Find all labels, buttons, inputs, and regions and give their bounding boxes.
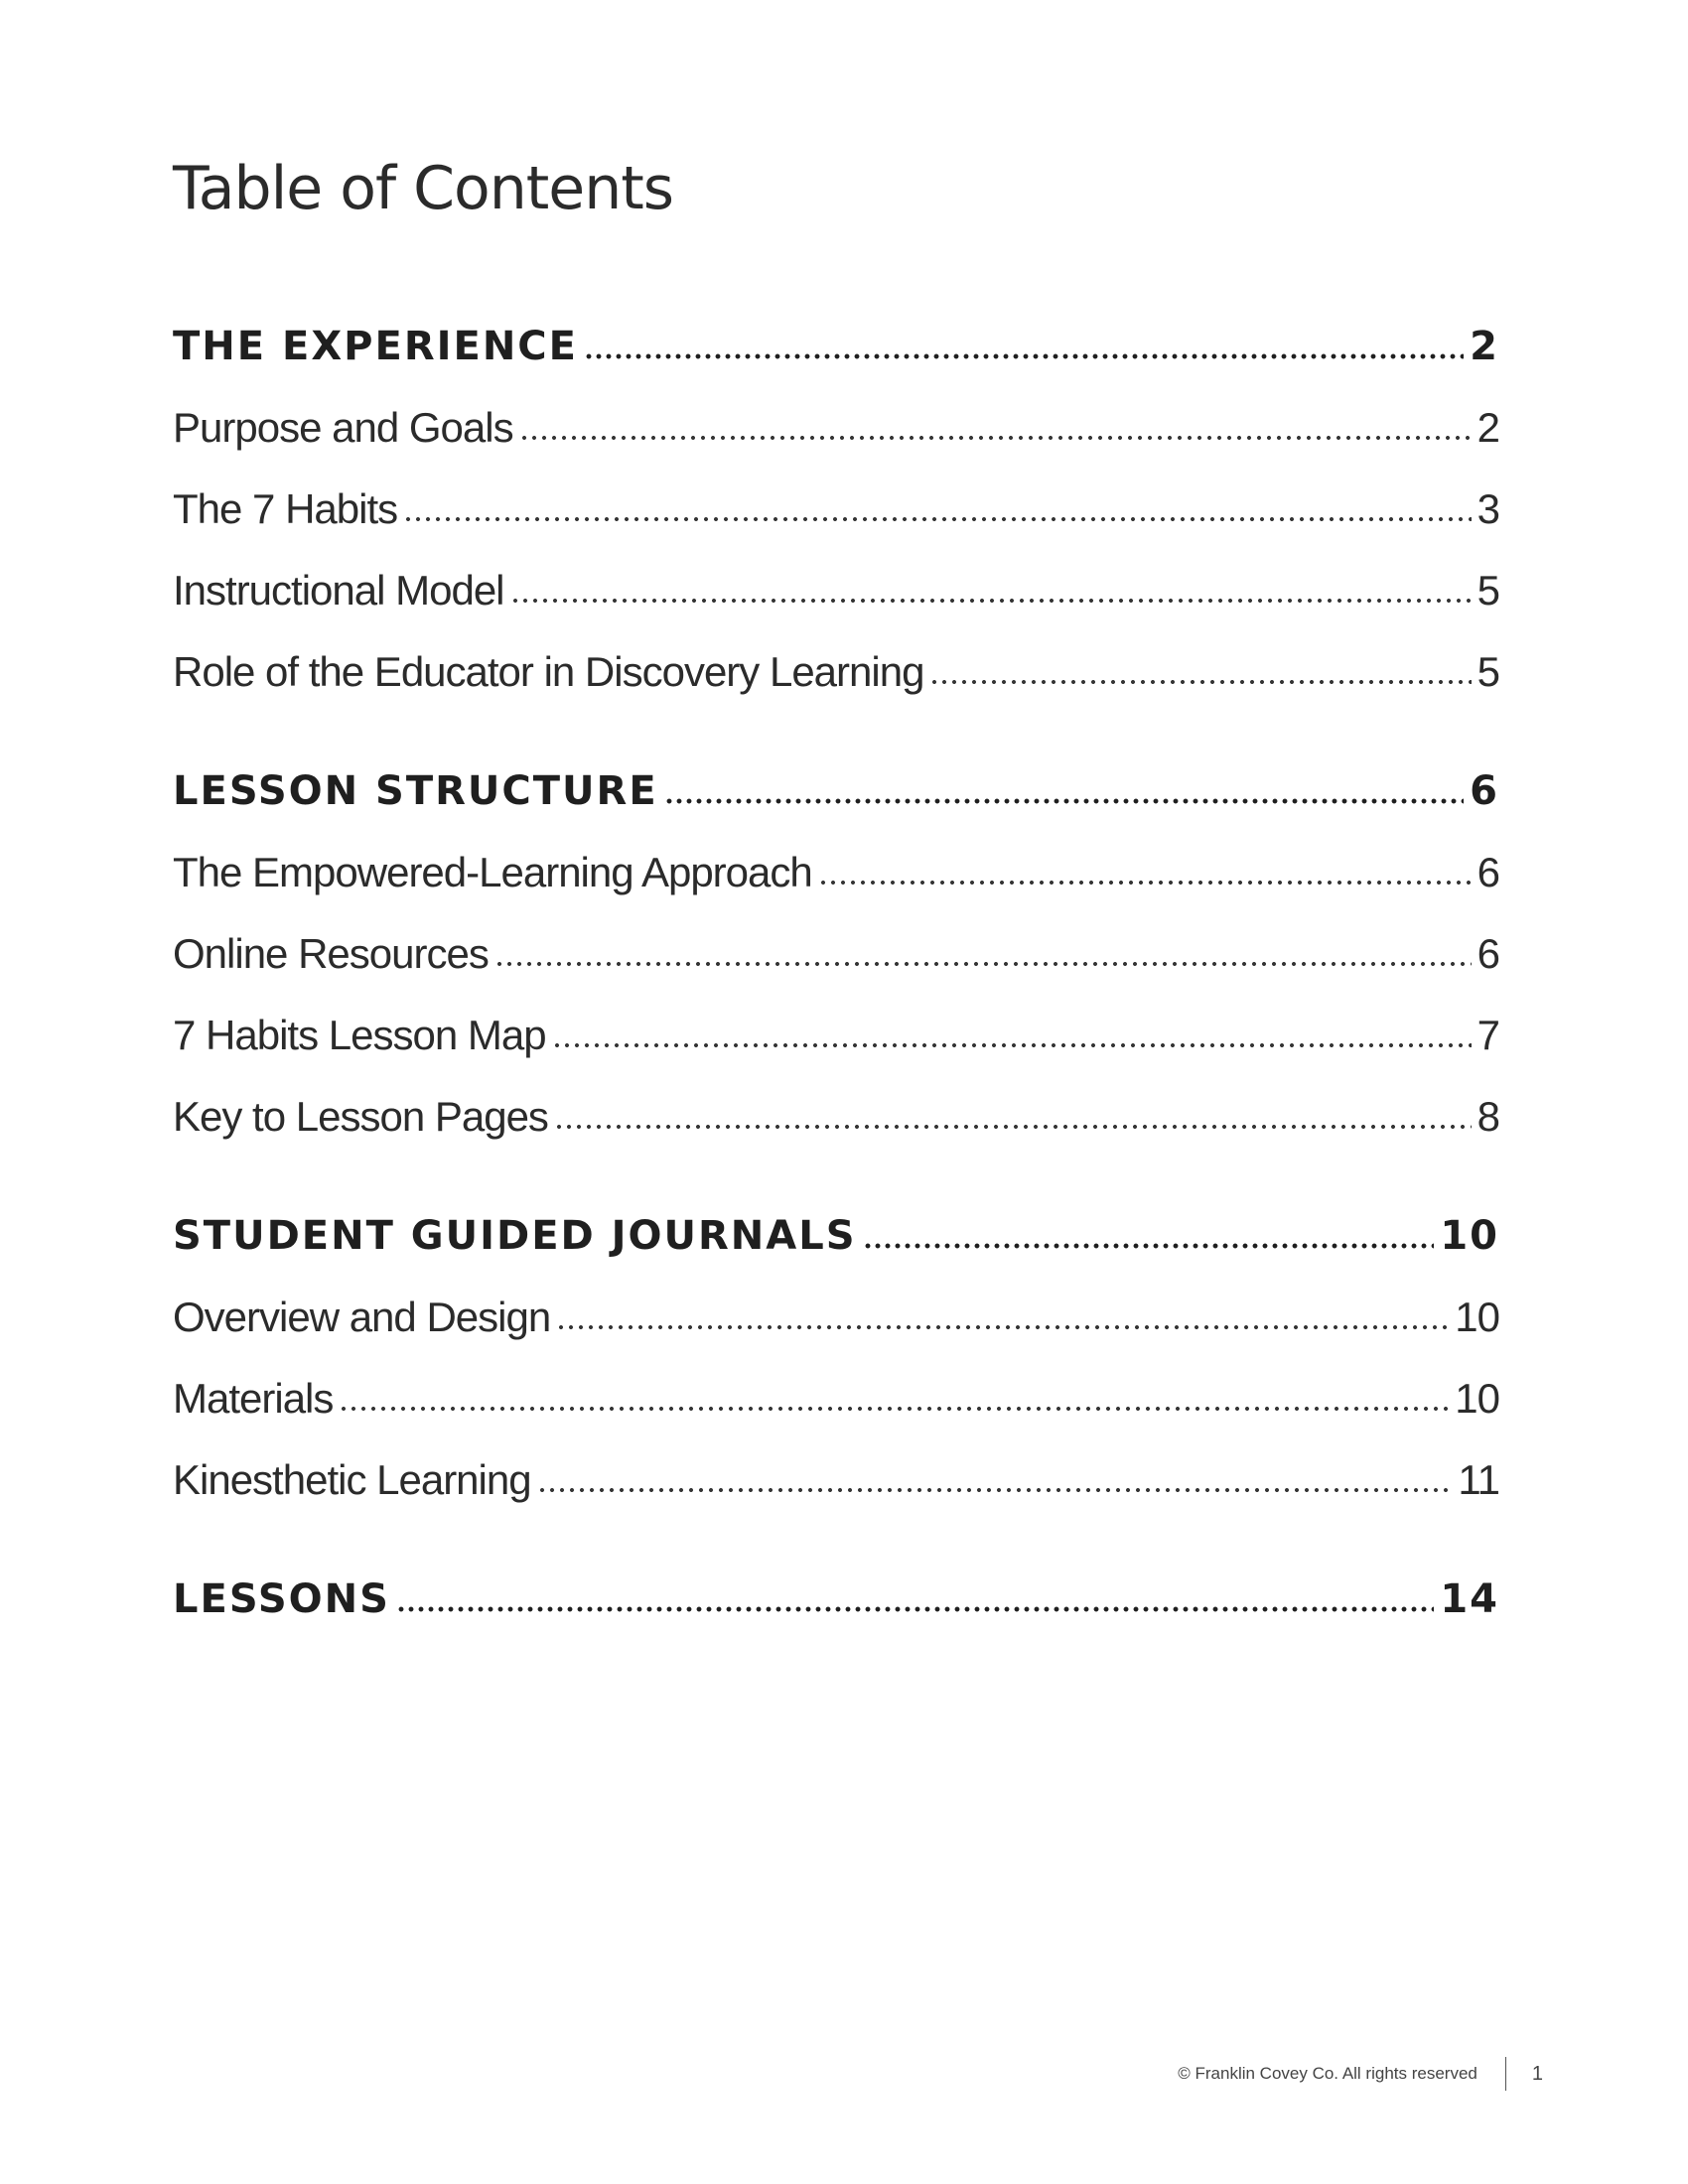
toc-entry-label: The Empowered-Learning Approach bbox=[173, 849, 812, 895]
toc-entry[interactable] bbox=[173, 832, 1499, 913]
page-number: 1 bbox=[1531, 2062, 1543, 2085]
dot-leader bbox=[519, 434, 1472, 442]
dot-leader bbox=[554, 1123, 1472, 1131]
toc-entry-label: Overview and Design bbox=[173, 1294, 551, 1340]
toc-entry[interactable] bbox=[173, 550, 1499, 631]
toc-heading[interactable] bbox=[173, 1195, 1499, 1277]
toc-entry-label: Instructional Model bbox=[173, 567, 504, 614]
toc-heading-page: 2 bbox=[1470, 324, 1499, 369]
dot-leader bbox=[556, 1323, 1449, 1331]
toc-entry-label: Key to Lesson Pages bbox=[173, 1093, 548, 1140]
toc-heading[interactable] bbox=[173, 1559, 1499, 1640]
toc-entry-page: 3 bbox=[1477, 485, 1499, 532]
toc-entry[interactable] bbox=[173, 1358, 1499, 1439]
toc-heading-page: 6 bbox=[1470, 768, 1499, 814]
dot-leader bbox=[552, 1041, 1472, 1049]
toc-entry[interactable] bbox=[173, 469, 1499, 550]
toc-section-the-experience bbox=[173, 306, 1499, 713]
dot-leader bbox=[584, 352, 1464, 360]
toc-heading[interactable] bbox=[173, 751, 1499, 832]
footer-divider bbox=[1505, 2057, 1506, 2091]
toc-entry-label: Materials bbox=[173, 1375, 334, 1422]
toc-heading-label: LESSON STRUCTURE bbox=[173, 768, 658, 814]
toc-entry[interactable] bbox=[173, 1277, 1499, 1358]
toc-entry[interactable] bbox=[173, 631, 1499, 713]
toc-entry-label: Kinesthetic Learning bbox=[173, 1456, 531, 1503]
dot-leader bbox=[494, 960, 1472, 968]
toc-heading[interactable] bbox=[173, 306, 1499, 387]
toc-heading-label: THE EXPERIENCE bbox=[173, 324, 578, 369]
toc-entry-page: 5 bbox=[1477, 567, 1499, 614]
toc-heading-page: 14 bbox=[1440, 1576, 1499, 1622]
toc-heading-page: 10 bbox=[1440, 1213, 1499, 1259]
dot-leader bbox=[339, 1405, 1449, 1413]
toc-entry[interactable] bbox=[173, 1439, 1499, 1521]
toc-entry-page: 6 bbox=[1477, 849, 1499, 895]
toc-entry-page: 11 bbox=[1458, 1456, 1499, 1503]
toc-entry[interactable] bbox=[173, 1076, 1499, 1158]
toc-section-lessons bbox=[173, 1559, 1499, 1640]
toc-entry[interactable] bbox=[173, 913, 1499, 995]
table-of-contents bbox=[173, 306, 1499, 1678]
copyright-notice: © Franklin Covey Co. All rights reserved bbox=[1178, 2064, 1477, 2083]
dot-leader bbox=[510, 597, 1472, 605]
toc-entry-page: 8 bbox=[1477, 1093, 1499, 1140]
toc-entry[interactable] bbox=[173, 387, 1499, 469]
toc-section-student-guided-journals bbox=[173, 1195, 1499, 1521]
dot-leader bbox=[664, 797, 1464, 805]
toc-section-lesson-structure bbox=[173, 751, 1499, 1158]
toc-entry-label: Purpose and Goals bbox=[173, 404, 513, 451]
toc-entry-label: 7 Habits Lesson Map bbox=[173, 1012, 546, 1058]
toc-entry-page: 7 bbox=[1477, 1012, 1499, 1058]
page-footer bbox=[1178, 2057, 1543, 2091]
toc-entry-page: 2 bbox=[1477, 404, 1499, 451]
toc-entry-label: Online Resources bbox=[173, 930, 489, 977]
toc-entry-label: The 7 Habits bbox=[173, 485, 398, 532]
dot-leader bbox=[929, 678, 1471, 686]
dot-leader bbox=[818, 879, 1472, 887]
toc-entry-page: 10 bbox=[1455, 1294, 1499, 1340]
dot-leader bbox=[863, 1242, 1435, 1250]
dot-leader bbox=[537, 1486, 1453, 1494]
toc-heading-label: STUDENT GUIDED JOURNALS bbox=[173, 1213, 857, 1259]
dot-leader bbox=[396, 1605, 1434, 1613]
toc-entry-page: 5 bbox=[1477, 648, 1499, 695]
dot-leader bbox=[403, 515, 1472, 523]
toc-entry[interactable] bbox=[173, 995, 1499, 1076]
toc-entry-page: 10 bbox=[1455, 1375, 1499, 1422]
page-title: Table of Contents bbox=[173, 154, 674, 223]
toc-heading-label: LESSONS bbox=[173, 1576, 390, 1622]
toc-entry-label: Role of the Educator in Discovery Learning bbox=[173, 648, 924, 695]
toc-entry-page: 6 bbox=[1477, 930, 1499, 977]
